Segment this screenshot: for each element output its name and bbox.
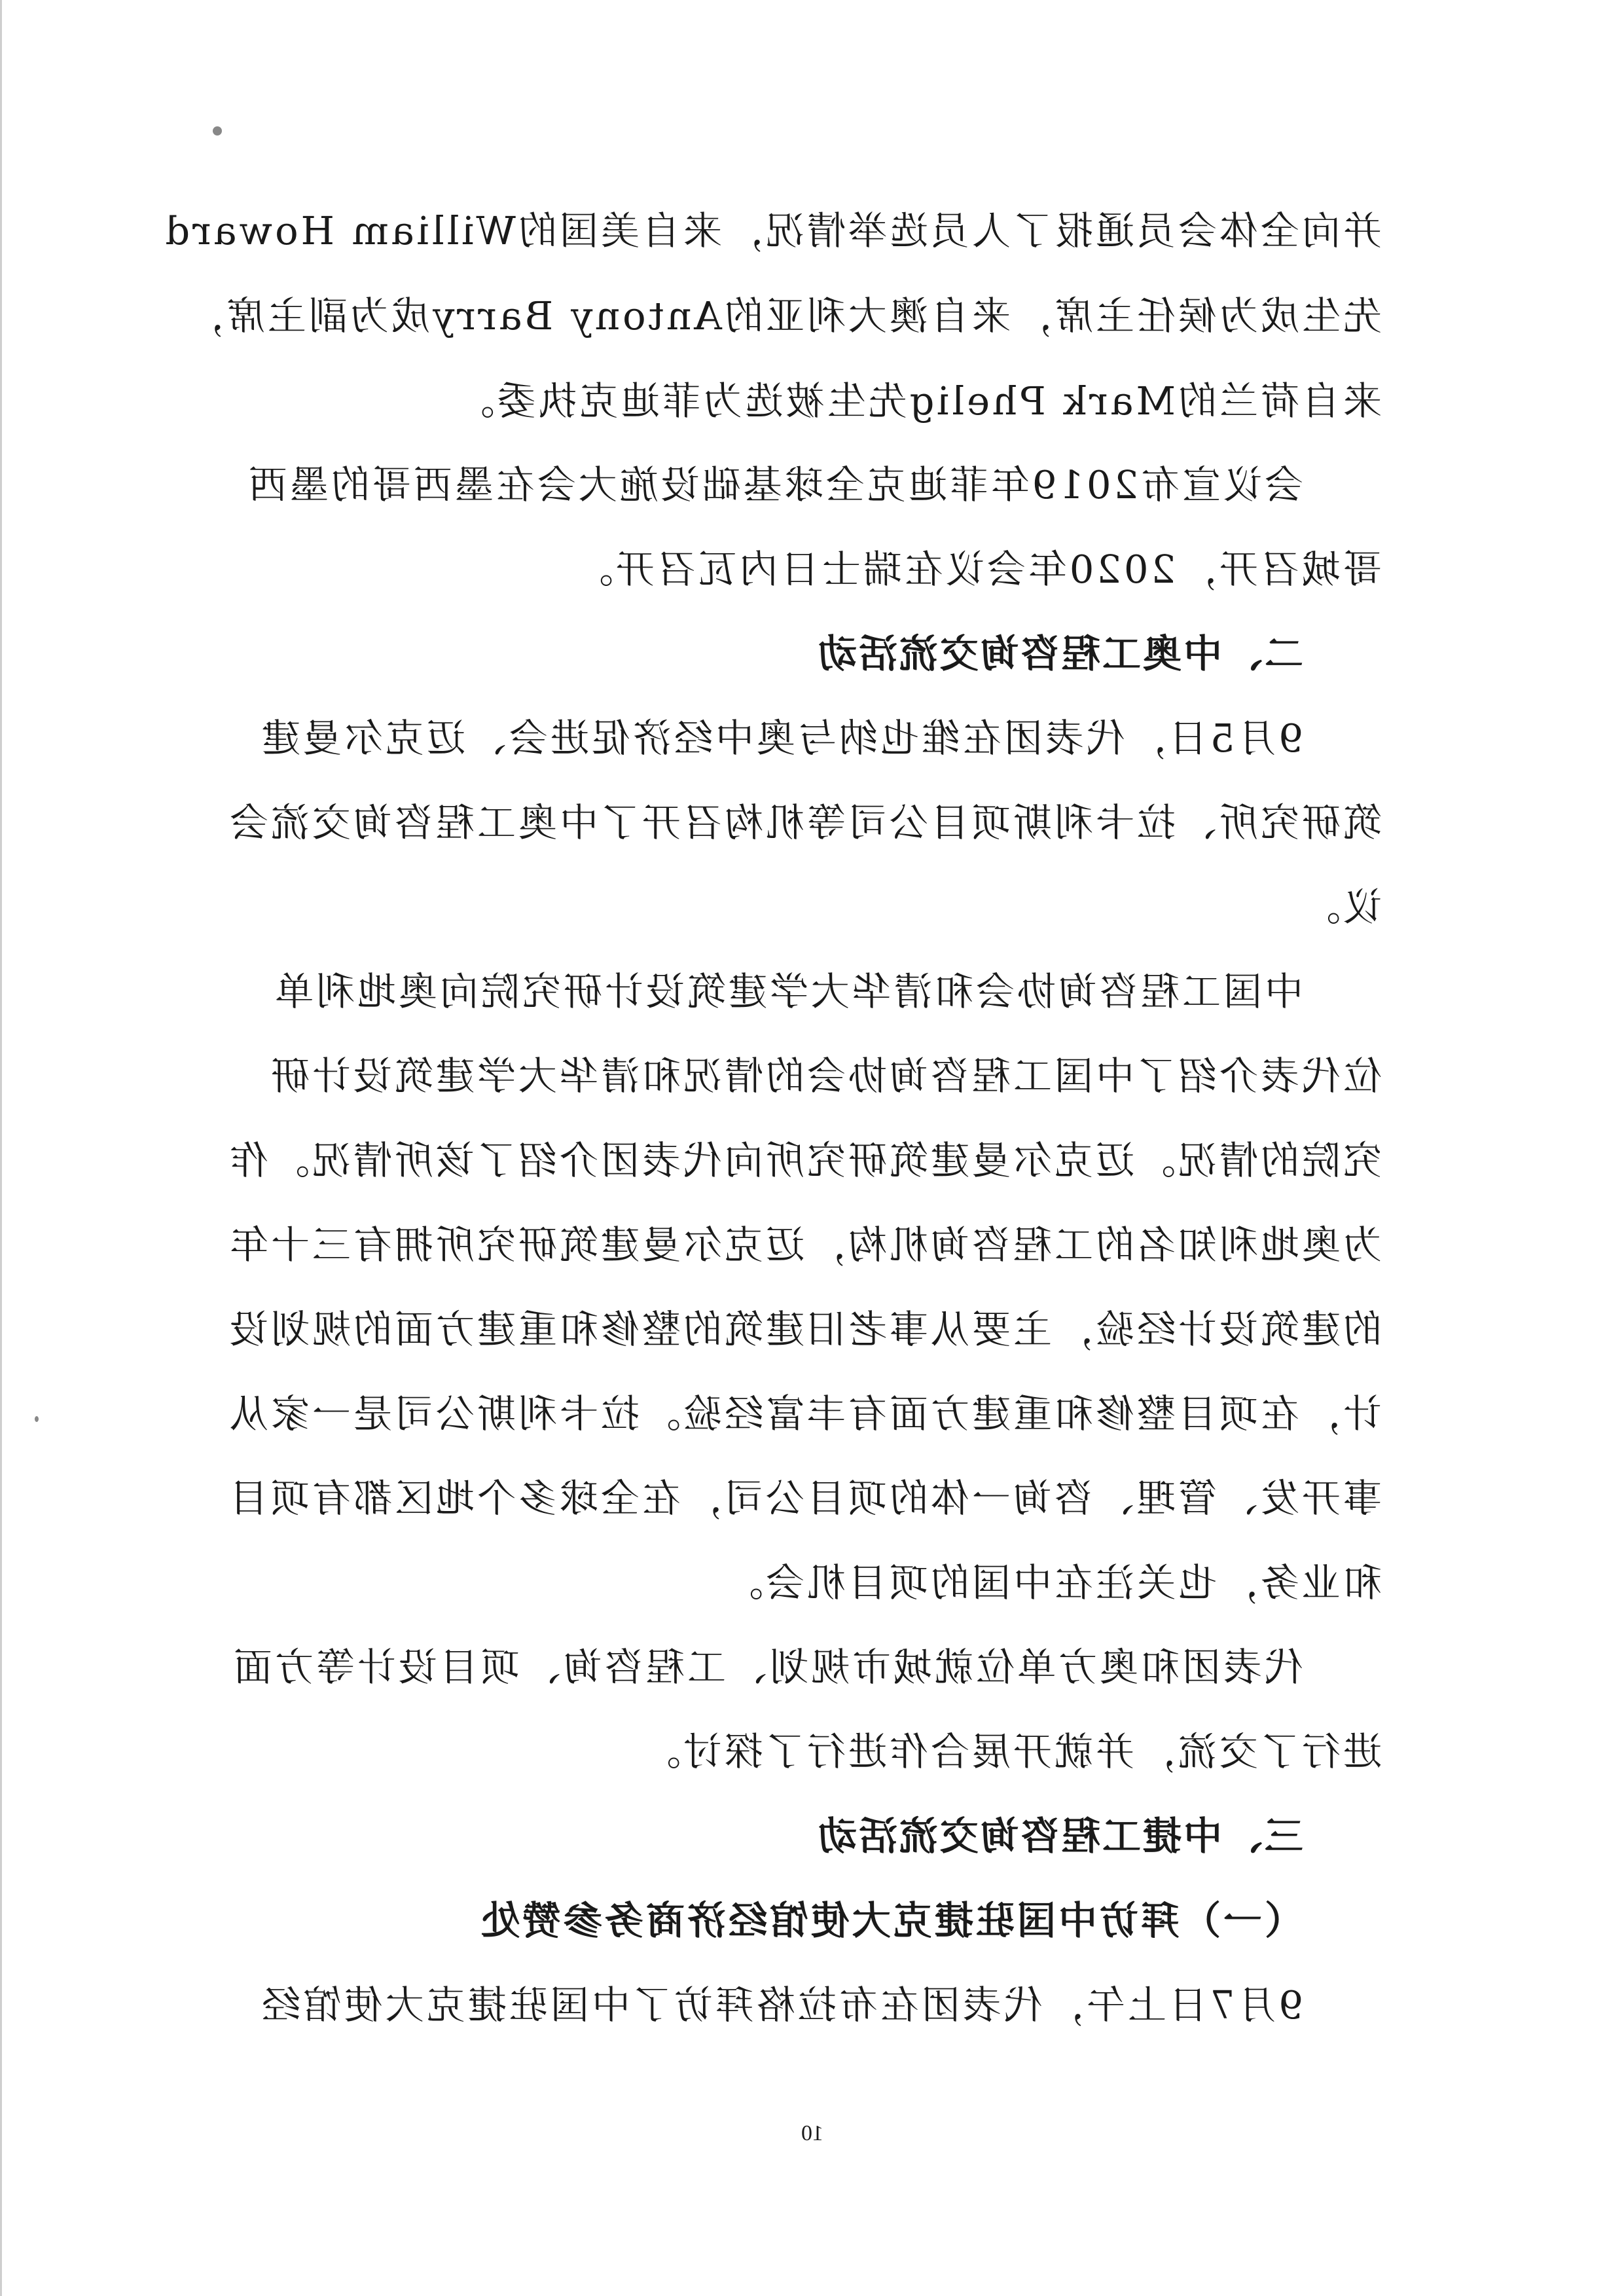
scan-speck (213, 126, 222, 136)
text-line: 计，在项目整修和重建方面有丰富经验。拉卡利斯公司是一家从 (226, 1391, 1382, 1436)
text-line: 9月7日上午，代表团在布拉格拜访了中国驻捷克大使馆经 (259, 1982, 1303, 2028)
scan-edge-line (0, 0, 2, 2296)
text-line: 为奥地利知名的工程咨询机构，迈克尔曼建筑研究所拥有三十年 (226, 1222, 1382, 1267)
subsection-heading: （一）拜访中国驻捷克大使馆经济商务参赞处 (478, 1898, 1303, 1943)
text-line: 9月5日，代表团在维也纳与奥中经济促进会、迈克尔曼建 (259, 716, 1303, 761)
text-line: 议。 (1299, 884, 1382, 930)
text-line: 代表团和奥方单位就城市规划、工程咨询、项目设计等方面 (230, 1645, 1303, 1690)
text-line: 并向全体会员通报了人员选举情况，来自美国的William Howard (162, 208, 1382, 253)
text-line: 来自荷兰的Mark Phelig先生被选为菲迪克执委。 (453, 378, 1382, 424)
text-line: 究院的情况。迈克尔曼建筑研究所向代表团介绍了该所情况。作 (226, 1138, 1382, 1183)
text-line: 会议宣布2019年菲迪克全球基础设施大会在墨西哥的墨西 (245, 462, 1303, 507)
text-line: 和业务，也关注在中国的项目机会。 (721, 1560, 1382, 1605)
text-line: 事开发、管理、咨询一体的项目公司，在全球多个地区都有项目 (226, 1476, 1382, 1521)
text-line: 筑研究所、拉卡利斯项目公司等机构召开了中奥工程咨询交流会 (226, 800, 1382, 845)
text-line: 哥城召开，2020年会议在瑞士日内瓦召开。 (571, 547, 1382, 592)
text-line: 的建筑设计经验，主要从事老旧建筑的整修和重建方面的规划设 (226, 1307, 1382, 1352)
section-heading: 二、中奥工程咨询交流活动 (816, 631, 1303, 676)
scan-speck (35, 1416, 39, 1422)
page-number: 10 (801, 2121, 823, 2145)
text-line: 先生成为候任主席，来自澳大利亚的Antony Barry成为副主席， (182, 293, 1382, 338)
section-heading: 三、中捷工程咨询交流活动 (816, 1813, 1303, 1859)
text-line: 进行了交流，并就开展合作进行了探讨。 (639, 1729, 1382, 1774)
text-line: 中国工程咨询协会和清华大学建筑设计研究院向奥地利单 (272, 969, 1303, 1014)
text-line: 位代表介绍了中国工程咨询协会的情况和清华大学建筑设计研 (268, 1053, 1382, 1099)
